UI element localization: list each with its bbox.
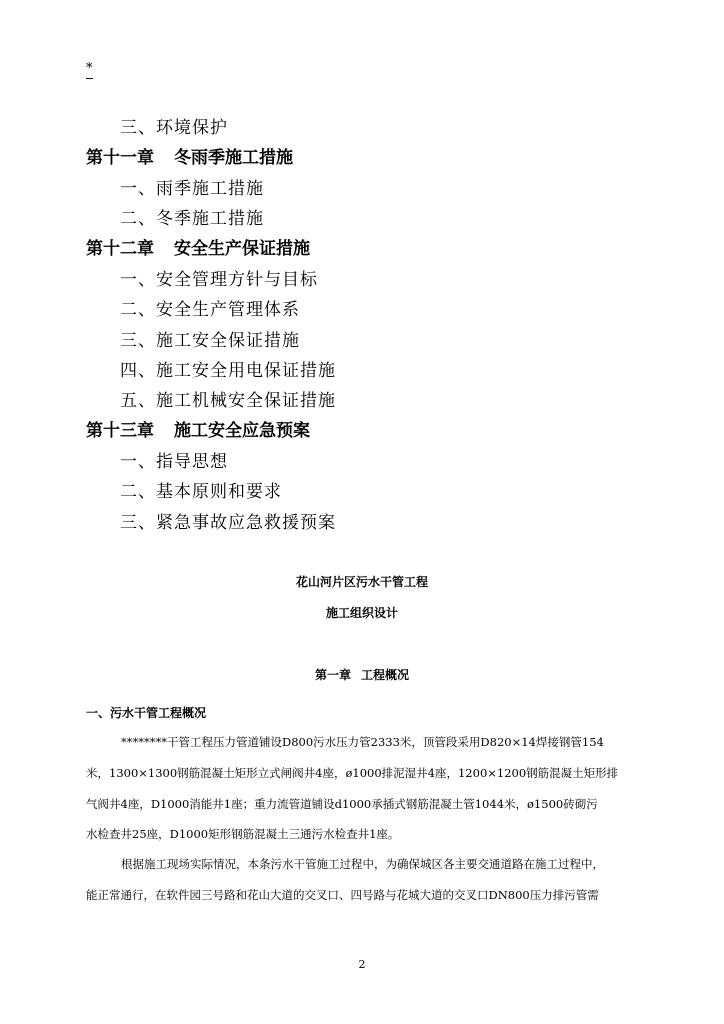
toc-item: 一、雨季施工措施 [120,179,264,199]
toc-item: 三、施工安全保证措施 [120,331,300,351]
toc-item: 二、基本原则和要求 [120,482,282,502]
toc-item: 五、施工机械安全保证措施 [120,391,336,411]
toc-item: 三、紧急事故应急救援预案 [120,513,336,533]
toc-item: 二、安全生产管理体系 [120,300,300,320]
header-mark-underline [86,78,93,79]
toc-item: 四、施工安全用电保证措施 [120,361,336,381]
toc-chapter-number: 第十三章 [86,421,154,441]
page-number: 2 [358,958,366,971]
toc-chapter-13 [86,419,310,443]
paragraph-line: 水检查井25座，D1000矩形钢筋混凝土三通污水检查井1座。 [86,827,400,841]
toc-chapter-number: 第十一章 [86,148,154,168]
toc-item: 二、冬季施工措施 [120,209,264,229]
toc-chapter-12 [86,237,310,261]
toc-item: 一、安全管理方针与目标 [120,270,318,290]
paragraph-line: 米，1300×1300钢筋混凝土矩形立式闸阀井4座，ø1000排泥湿井4座，1200×1200钢筋混凝土矩形排 [86,766,619,780]
toc-chapter-title: 冬雨季施工措施 [174,148,293,168]
paragraph-line: ********干管工程压力管道铺设D800污水压力管2333米，顶管段采用D820×14焊接钢管154 [121,735,604,749]
chapter-title: 工程概况 [361,668,410,682]
chapter-heading [0,666,724,683]
paragraph-line: 能正常通行，在软件园三号路和花山大道的交叉口、四号路与花城大道的交叉口DN800压力排污管需 [86,888,599,902]
section-heading: 一、污水干管工程概况 [86,706,207,720]
toc-item: 一、指导思想 [120,452,228,472]
document-title: 花山河片区污水干管工程 [295,575,428,589]
document-subtitle: 施工组织设计 [325,606,398,620]
paragraph-line: 根据施工现场实际情况，本条污水干管施工过程中，为确保城区各主要交通道路在施工过程中， [121,857,604,871]
toc-chapter-number: 第十二章 [86,239,154,259]
chapter-number: 第一章 [314,668,351,682]
toc-item-environment: 三、环境保护 [120,118,228,138]
header-mark: * [86,61,93,76]
toc-chapter-title: 安全生产保证措施 [174,239,310,259]
toc-chapter-11 [86,146,293,170]
toc-chapter-title: 施工安全应急预案 [174,421,310,441]
paragraph-line: 气阀井4座，D1000消能井1座；重力流管道铺设d1000承插式钢筋混凝土管1044米，ø1500砖砌污 [86,797,598,811]
